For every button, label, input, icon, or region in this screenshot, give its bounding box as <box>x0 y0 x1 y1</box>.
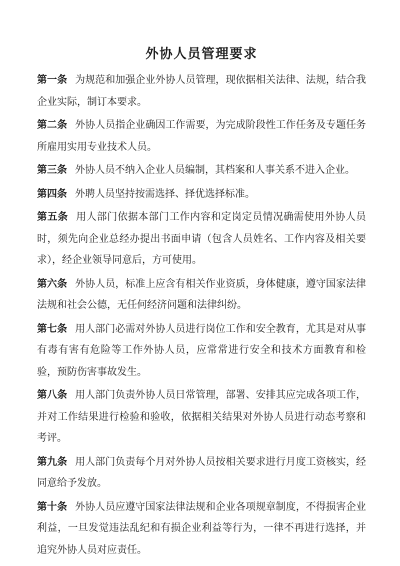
article-number: 第十条 <box>37 501 68 513</box>
article-1 <box>37 70 366 113</box>
article-number: 第三条 <box>37 165 67 176</box>
article-2 <box>37 115 366 158</box>
article-text: 用人部门负责每个月对外协人员按相关要求进行月度工资核实，经同意给予发放。 <box>37 456 367 489</box>
document-title: 外协人员管理要求 <box>145 47 258 62</box>
article-number: 第七条 <box>37 323 68 335</box>
article-6 <box>37 274 366 317</box>
article-text: 为规范和加强企业外协人员管理，现依据相关法律、法规，结合我企业实际，制订本要求。 <box>37 75 367 108</box>
article-text: 外协人员指企业确因工作需要，为完成阶段性工作任务及专题任务所雇用实用专业技术人员。 <box>37 120 367 153</box>
article-number: 第八条 <box>37 390 68 401</box>
article-text: 外协人员不纳入企业人员编制，其档案和人事关系不进入企业。 <box>75 165 355 176</box>
article-10 <box>37 497 366 562</box>
article-4 <box>37 184 366 206</box>
article-number: 第四条 <box>37 188 67 200</box>
article-8 <box>37 385 366 450</box>
article-number: 第九条 <box>37 456 68 468</box>
article-5 <box>37 207 366 272</box>
article-text: 外聘人员坚持按需选择、择优选择标准。 <box>75 188 255 200</box>
article-3 <box>37 160 366 182</box>
article-text: 用人部门必需对外协人员进行岗位工作和安全教育，尤其是对从事有毒有害有危险等工作外协人员，应常常进行安全和技术方面教育和检验，预防伤害事故发生。 <box>37 323 367 378</box>
article-number: 第一条 <box>37 75 68 86</box>
article-number: 第五条 <box>37 212 69 223</box>
article-text: 外协人员，标准上应含有相关作业资质，身体健康，遵守国家法律法规和社会公德，无任何经济问题和法律纠纷。 <box>37 278 367 311</box>
article-text: 用人部门依据本部门工作内容和定岗定员情况确需使用外协人员时，须先向企业总经办提出书面申请（包含人员姓名、工作内容及相关要求），经企业领导同意后，方可使用。 <box>37 212 367 266</box>
article-text: 外协人员应遵守国家法律法规和企业各项规章制度，不得损害企业利益，一旦发觉违法乱纪和有损企业利益等行为，一律不再进行选择，并追究外协人员对应责任。 <box>37 501 367 556</box>
article-text: 用人部门负责外协人员日常管理，部署、安排其应完成各项工作，并对工作结果进行检验和验收，依据相关结果对外协人员进行动态考察和考评。 <box>37 390 367 444</box>
article-7 <box>37 319 366 384</box>
article-number: 第二条 <box>37 120 68 131</box>
article-number: 第六条 <box>37 278 68 290</box>
article-9 <box>37 452 366 495</box>
